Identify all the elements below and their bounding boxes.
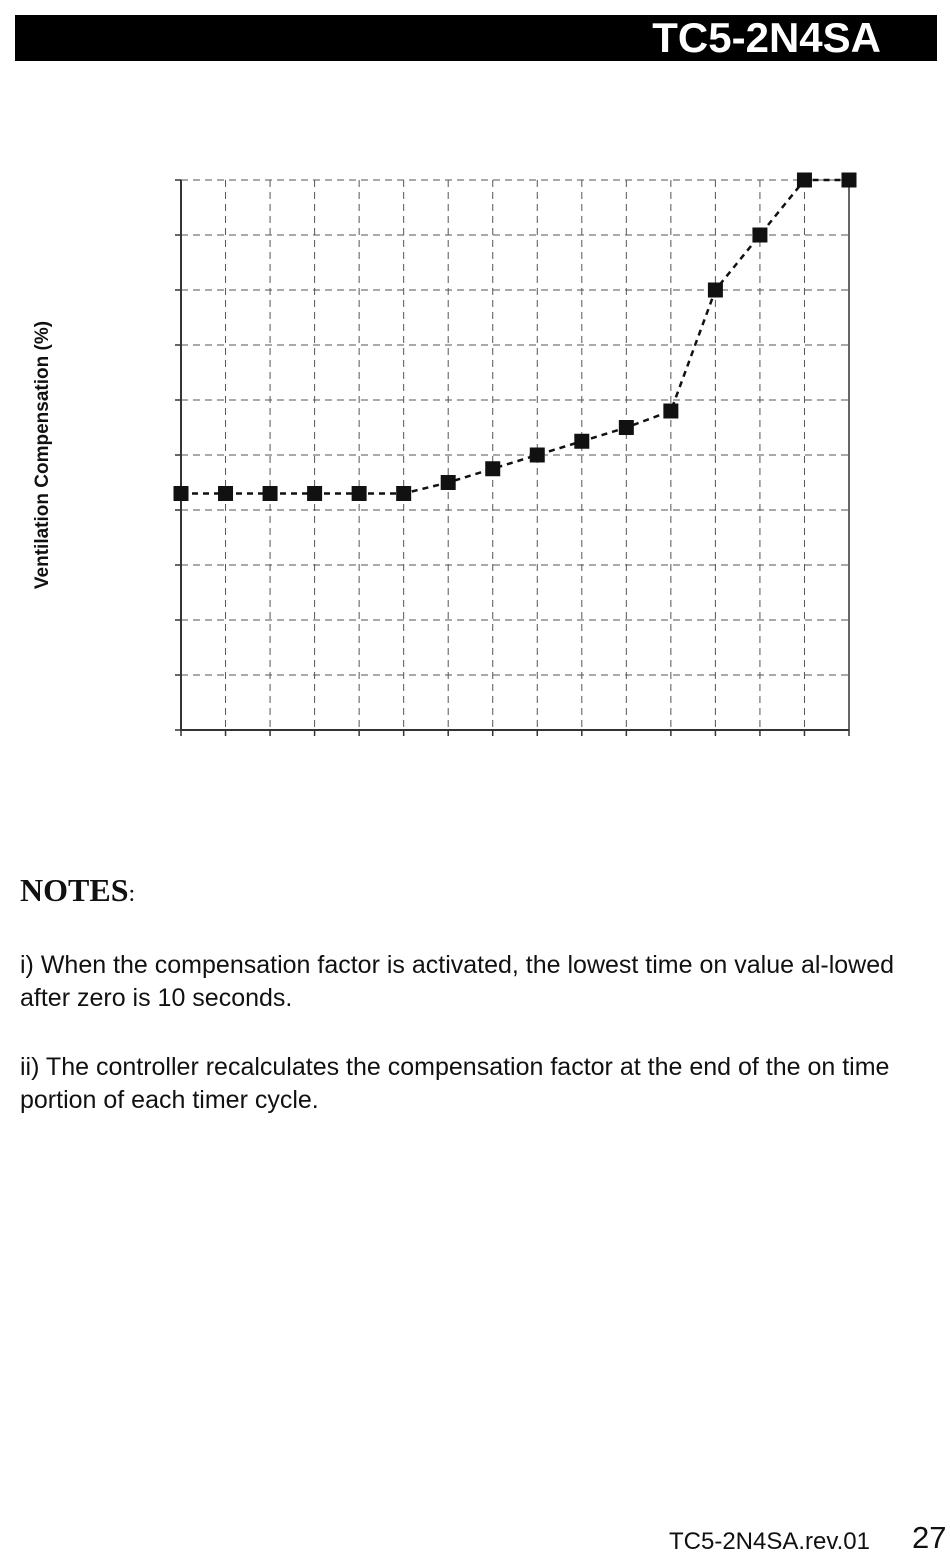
data-point-marker [797, 173, 812, 188]
data-point-marker [574, 434, 589, 449]
header-bar [15, 15, 937, 61]
note-item: ii) The controller recalculates the compensation factor at the end of the on time portion of each timer cycle. [20, 1053, 890, 1114]
data-point-marker [485, 461, 500, 476]
data-point-marker [352, 486, 367, 501]
notes-heading-colon: : [128, 881, 136, 907]
chart-container [0, 150, 950, 770]
data-point-marker [530, 448, 545, 463]
notes-heading [20, 872, 135, 909]
data-point-marker [441, 475, 456, 490]
data-point-marker [263, 486, 278, 501]
data-point-marker [396, 486, 411, 501]
data-point-marker [708, 283, 723, 298]
footer-doc-code: TC5-2N4SA.rev.01 [669, 1528, 870, 1555]
data-point-marker [174, 486, 189, 501]
data-point-marker [619, 420, 634, 435]
series-line [181, 180, 849, 494]
data-point-marker [663, 404, 678, 419]
data-point-marker [307, 486, 322, 501]
note-item: i) When the compensation factor is activated, the lowest time on value al-lowed after zero is 10 seconds. [20, 951, 895, 1012]
data-point-marker [752, 228, 767, 243]
data-point-marker [218, 486, 233, 501]
page-title: TC5-2N4SA [652, 14, 881, 61]
y-axis-label: Ventilation Compensation (%) [32, 320, 53, 590]
chart-svg [0, 150, 950, 770]
page-number: 27 [912, 1520, 947, 1555]
data-point-marker [842, 173, 857, 188]
notes-heading-text: NOTES [20, 872, 129, 908]
